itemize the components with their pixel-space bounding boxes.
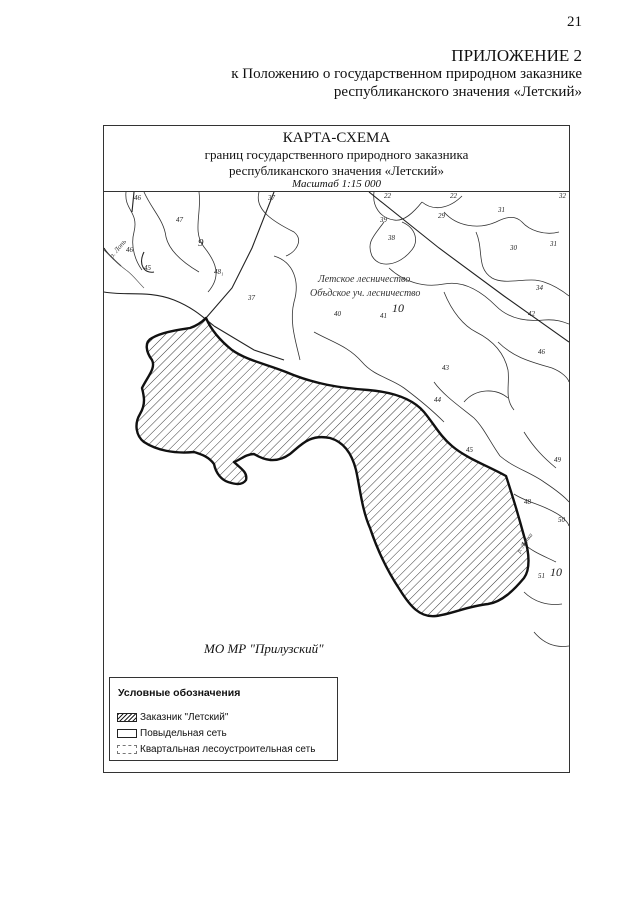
quarter-label: 9 <box>198 237 204 249</box>
quarter-label: 10 <box>550 565 562 579</box>
river-label: р. Летка <box>516 532 535 555</box>
quarter-label: 43 <box>442 364 449 372</box>
map-title: КАРТА-СХЕМА <box>282 130 391 146</box>
quarter-label: 38 <box>388 234 395 242</box>
quarter-label: 45 <box>144 264 151 272</box>
quarter-label: 34 <box>536 284 543 292</box>
quarter-label: 22 <box>450 192 457 200</box>
legend-item-reserve <box>117 711 228 723</box>
quarter-label: 49 <box>554 456 561 464</box>
quarter-label: 48 <box>524 498 531 506</box>
quarter-label: 30 <box>510 244 517 252</box>
legend-item-subcompartment <box>117 727 227 739</box>
quarter-label: 37 <box>268 194 275 202</box>
map-scale: Масштаб 1:15 000 <box>292 178 381 190</box>
quarter-label: 31 <box>498 206 505 214</box>
legend-item-quarter <box>117 743 315 755</box>
appendix-line-1: к Положению о государственном природном заказнике <box>231 66 582 82</box>
quarter-label: 10 <box>392 301 404 315</box>
quarter-label: 37 <box>248 294 255 302</box>
quarter-label: 22 <box>384 192 391 200</box>
quarter-label: 45 <box>466 446 473 454</box>
legend-label: Повыдельная сеть <box>140 727 227 739</box>
page-number: 21 <box>567 14 582 30</box>
appendix-title: ПРИЛОЖЕНИЕ 2 <box>451 46 582 65</box>
quarter-label: 32 <box>559 192 566 200</box>
solid-swatch-icon <box>117 729 137 738</box>
quarter-label: 46 <box>134 194 141 202</box>
map-subtitle-2: республиканского значения «Летский» <box>228 163 445 178</box>
quarter-label: 51 <box>538 572 545 580</box>
quarter-label: 40 <box>334 310 341 318</box>
appendix-line-2: республиканского значения «Летский» <box>333 84 582 100</box>
hatch-swatch-icon <box>117 713 137 722</box>
quarter-label: 39 <box>380 216 387 224</box>
map-frame <box>103 125 570 773</box>
quarter-label: 41 <box>380 312 387 320</box>
forestry-name: Летское лесничество <box>318 274 411 285</box>
map-subtitle-1: границ государственного природного заказника <box>204 147 469 162</box>
dashed-swatch-icon <box>117 745 137 754</box>
quarter-label: 29 <box>438 212 445 220</box>
legend-label: Квартальная лесоустроительная сеть <box>140 743 316 755</box>
river-label: р. Лопь <box>107 237 128 260</box>
quarter-label: 42 <box>528 310 535 318</box>
quarter-label: 31 <box>550 240 557 248</box>
map-header <box>104 126 569 192</box>
quarter-label: 44 <box>434 396 441 404</box>
map-legend <box>109 677 338 761</box>
reserve-area <box>137 318 529 616</box>
quarter-label: 46 <box>126 246 133 254</box>
quarter-label: 47 <box>176 216 183 224</box>
appendix-heading <box>162 46 582 106</box>
district-label: МО МР "Прилузский" <box>204 641 324 656</box>
quarter-label: 48₁ <box>214 268 224 276</box>
legend-title: Условные обозначения <box>118 687 241 699</box>
legend-label: Заказник "Летский" <box>140 711 229 723</box>
quarter-label: 46 <box>538 348 545 356</box>
forestry-subname: Объдское уч. лесничество <box>310 288 421 299</box>
quarter-label: 50 <box>558 516 565 524</box>
